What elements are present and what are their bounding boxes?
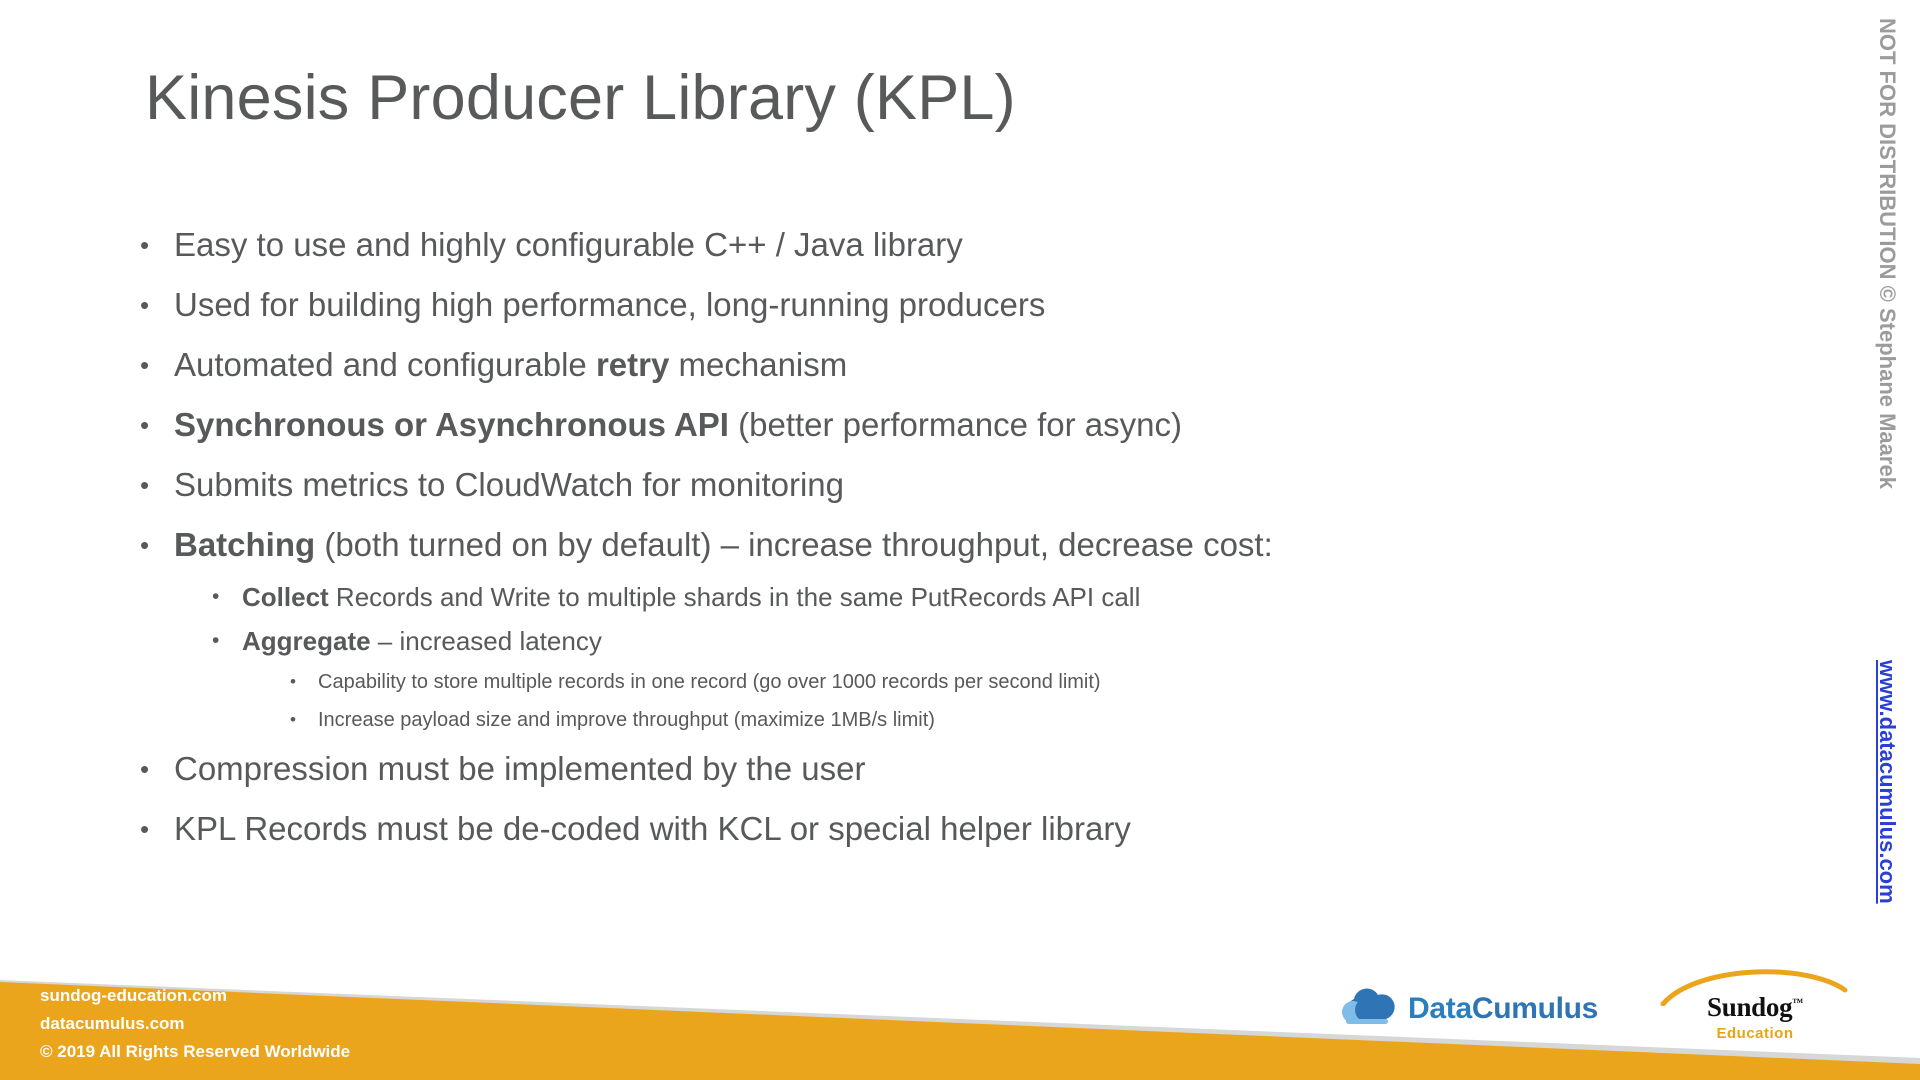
bullet-text-segment: Easy to use and highly configurable C++ / Java library: [174, 226, 963, 263]
sundog-name-text: Sundog: [1707, 992, 1793, 1022]
bullet-text-segment: Synchronous or Asynchronous API: [174, 406, 729, 443]
bullet-item: [140, 335, 1680, 395]
sundog-logo: [1655, 992, 1855, 1042]
bullet-text-segment: Compression must be implemented by the user: [174, 750, 866, 787]
sundog-subtitle: Education: [1716, 1025, 1794, 1042]
bullet-text: [242, 575, 1680, 619]
bullet-text: [174, 739, 1680, 799]
footer-line-copyright: © 2019 All Rights Reserved Worldwide: [40, 1042, 351, 1061]
bullet-marker-icon: •: [290, 672, 296, 691]
bullet-text: [174, 515, 1680, 575]
bullet-marker-icon: •: [140, 530, 150, 560]
bullet-text: [242, 619, 1680, 663]
bullet-text: [174, 275, 1680, 335]
bullet-item: [212, 619, 1680, 663]
bullet-text-segment: Increase payload size and improve throughput (maximize 1MB/s limit): [318, 709, 935, 731]
bullet-text-segment: Aggregate: [242, 626, 371, 656]
datacumulus-wordmark: [1408, 992, 1598, 1026]
bullet-item: [290, 701, 1680, 739]
bullet-text: [318, 663, 1680, 701]
bullet-marker-icon: •: [290, 710, 296, 729]
bullet-item: [290, 663, 1680, 701]
datacumulus-word-cumulus: Cumulus: [1471, 991, 1599, 1025]
bullet-marker-icon: •: [140, 350, 150, 380]
bullet-text: [174, 455, 1680, 515]
bullet-item: [140, 515, 1680, 575]
bullet-text: [174, 799, 1680, 859]
bullet-item: [140, 215, 1680, 275]
bullet-text-segment: (both turned on by default) – increase throughput, decrease cost:: [315, 526, 1273, 563]
bullet-text-segment: – increased latency: [370, 626, 602, 656]
sidebar-vertical-text: [1860, 0, 1914, 1080]
bullet-marker-icon: •: [140, 230, 150, 260]
bullet-text-segment: (better performance for async): [728, 406, 1182, 443]
bullet-marker-icon: •: [140, 470, 150, 500]
bullet-item: [140, 395, 1680, 455]
footer: [40, 982, 350, 1066]
bullet-marker-icon: •: [140, 410, 150, 440]
bullet-text-segment: Batching: [174, 526, 316, 563]
bullet-item: [140, 455, 1680, 515]
bullet-text-segment: Capability to store multiple records in one record (go over 1000 records per second limit): [318, 671, 1101, 693]
bullet-text-segment: retry: [595, 346, 670, 383]
page-title: Kinesis Producer Library (KPL): [145, 63, 1016, 133]
sundog-trademark: ™: [1792, 997, 1803, 1009]
datacumulus-word-data: Data: [1408, 991, 1472, 1025]
bullet-marker-icon: •: [140, 290, 150, 320]
bullet-text-segment: Automated and configurable: [174, 346, 596, 383]
bullet-text: [318, 701, 1680, 739]
bullet-marker-icon: •: [212, 585, 220, 608]
bullet-item: [140, 275, 1680, 335]
bullet-list: [140, 215, 1680, 859]
footer-line-datacumulus: datacumulus.com: [40, 1014, 185, 1033]
footer-line-sundog: sundog-education.com: [40, 986, 227, 1005]
bullet-item: [212, 575, 1680, 619]
bullet-item: [140, 799, 1680, 859]
datacumulus-logo: [1340, 985, 1598, 1032]
bullet-text-segment: mechanism: [669, 346, 848, 383]
bullet-text-segment: Collect: [242, 582, 329, 612]
bullet-marker-icon: •: [212, 629, 220, 652]
cloud-icon: [1340, 985, 1398, 1032]
bullet-text: [174, 335, 1680, 395]
bullet-marker-icon: •: [140, 754, 150, 784]
bullet-text-segment: Submits metrics to CloudWatch for monitoring: [174, 466, 845, 503]
bullet-text-segment: KPL Records must be de-coded with KCL or special helper library: [174, 810, 1131, 847]
distribution-notice: NOT FOR DISTRIBUTION © Stephane Maarek: [1875, 18, 1900, 489]
bullet-text: [174, 215, 1680, 275]
bullet-text: [174, 395, 1680, 455]
bullet-marker-icon: •: [140, 814, 150, 844]
bullet-text-segment: Records and Write to multiple shards in the same PutRecords API call: [328, 582, 1141, 612]
bullet-item: [140, 739, 1680, 799]
datacumulus-link[interactable]: www.datacumulus.com: [1875, 660, 1900, 904]
bullet-text-segment: Used for building high performance, long-running producers: [174, 286, 1046, 323]
